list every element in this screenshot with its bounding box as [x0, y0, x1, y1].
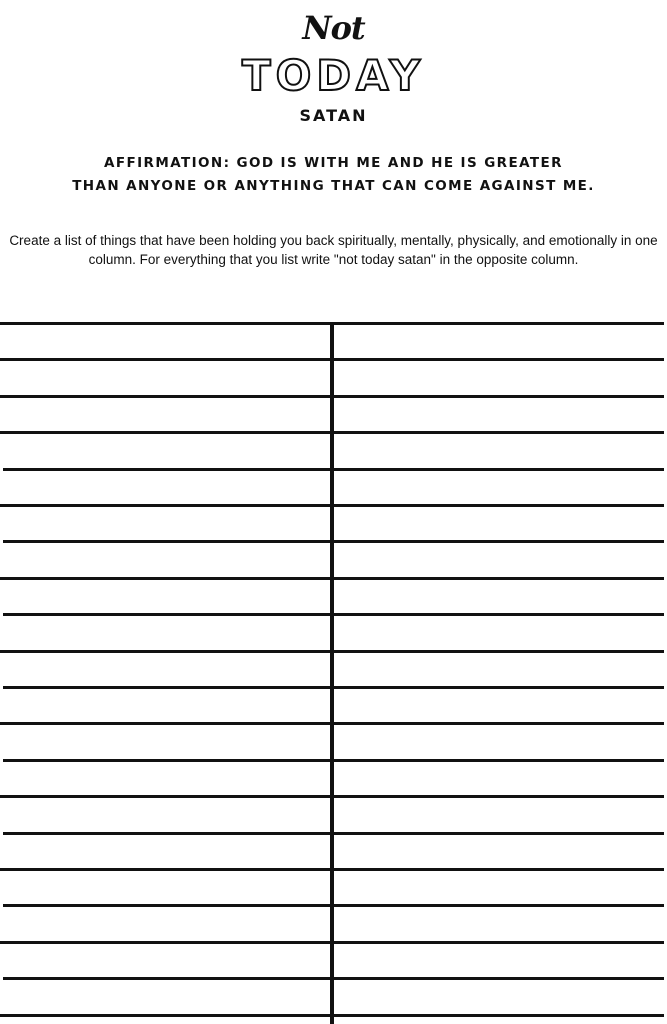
list-cell-left[interactable]: [2, 689, 330, 721]
list-cell-right[interactable]: [336, 325, 662, 357]
list-cell-left[interactable]: [2, 471, 330, 503]
list-cell-right[interactable]: [336, 507, 662, 539]
list-cell-left[interactable]: [2, 507, 330, 539]
row-rule: [0, 1014, 664, 1017]
title-not: Not: [302, 9, 365, 47]
list-cell-right[interactable]: [336, 835, 662, 867]
list-cell-left[interactable]: [2, 434, 330, 466]
list-cell-right[interactable]: [336, 398, 662, 430]
list-cell-left[interactable]: [2, 944, 330, 976]
list-cell-left[interactable]: [2, 361, 330, 393]
list-cell-right[interactable]: [336, 871, 662, 903]
affirmation: [0, 152, 667, 198]
list-cell-left[interactable]: [2, 580, 330, 612]
title-satan: SATAN: [299, 106, 368, 125]
list-cell-right[interactable]: [336, 471, 662, 503]
list-cell-left[interactable]: [2, 835, 330, 867]
list-cell-right[interactable]: [336, 980, 662, 1012]
list-cell-right[interactable]: [336, 434, 662, 466]
list-cell-left[interactable]: [2, 398, 330, 430]
two-column-list-table: [0, 322, 667, 1024]
list-cell-right[interactable]: [336, 616, 662, 648]
list-cell-left[interactable]: [2, 653, 330, 685]
list-cell-left[interactable]: [2, 871, 330, 903]
list-cell-left[interactable]: [2, 798, 330, 830]
list-cell-left[interactable]: [2, 543, 330, 575]
list-cell-right[interactable]: [336, 689, 662, 721]
list-cell-right[interactable]: [336, 580, 662, 612]
column-divider: [330, 322, 334, 1024]
list-cell-left[interactable]: [2, 907, 330, 939]
list-cell-right[interactable]: [336, 762, 662, 794]
title-today: TODAY: [241, 51, 426, 100]
list-cell-left[interactable]: [2, 325, 330, 357]
list-cell-right[interactable]: [336, 798, 662, 830]
list-cell-right[interactable]: [336, 543, 662, 575]
list-cell-right[interactable]: [336, 361, 662, 393]
list-cell-left[interactable]: [2, 762, 330, 794]
list-cell-right[interactable]: [336, 725, 662, 757]
list-cell-left[interactable]: [2, 725, 330, 757]
instructions-text: Create a list of things that have been holding you back spiritually, mentally, physically, and emotionally in one column. For everything that you list write "not today satan" in the opposite column.: [9, 233, 658, 267]
list-cell-right[interactable]: [336, 944, 662, 976]
affirmation-line-2: THAN ANYONE OR ANYTHING THAT CAN COME AGAINST ME.: [72, 178, 595, 194]
list-cell-right[interactable]: [336, 907, 662, 939]
list-cell-right[interactable]: [336, 653, 662, 685]
affirmation-line-1: AFFIRMATION: GOD IS WITH ME AND HE IS GREATER: [104, 155, 563, 171]
list-cell-left[interactable]: [2, 980, 330, 1012]
list-cell-left[interactable]: [2, 616, 330, 648]
